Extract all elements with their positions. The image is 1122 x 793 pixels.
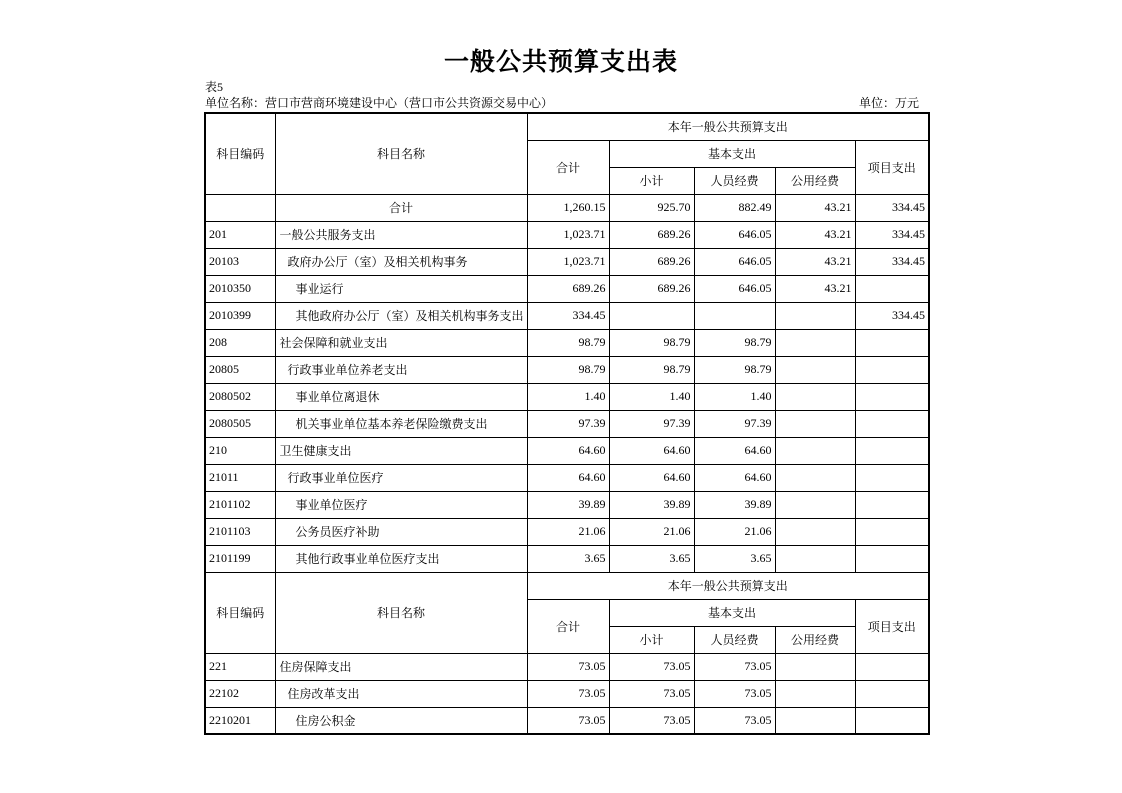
cell-total: 73.05 (527, 707, 609, 734)
header-subject-code: 科目编码 (205, 572, 275, 653)
cell-project (855, 653, 929, 680)
cell-subject-name: 公务员医疗补助 (275, 518, 527, 545)
cell-personnel: 1.40 (694, 383, 775, 410)
cell-subject-name: 事业单位离退休 (275, 383, 527, 410)
cell-project (855, 329, 929, 356)
cell-public-funds: 43.21 (775, 248, 855, 275)
cell-personnel (694, 302, 775, 329)
table-row (205, 410, 929, 437)
cell-subtotal (609, 302, 694, 329)
header-row-1 (205, 572, 929, 599)
cell-project (855, 464, 929, 491)
budget-table (204, 112, 930, 735)
cell-project (855, 275, 929, 302)
table-row (205, 194, 929, 221)
cell-total: 334.45 (527, 302, 609, 329)
cell-total: 21.06 (527, 518, 609, 545)
cell-project: 334.45 (855, 248, 929, 275)
header-subject-code: 科目编码 (205, 113, 275, 194)
cell-total: 1.40 (527, 383, 609, 410)
cell-subject-code: 2101102 (205, 491, 275, 518)
cell-public-funds: 43.21 (775, 221, 855, 248)
table-row (205, 221, 929, 248)
unit-label: 单位：万元 (858, 96, 919, 110)
cell-subject-code: 20805 (205, 356, 275, 383)
header-subtotal: 小计 (609, 626, 694, 653)
cell-project: 334.45 (855, 302, 929, 329)
header-subject-name: 科目名称 (275, 113, 527, 194)
cell-public-funds (775, 518, 855, 545)
cell-total: 98.79 (527, 356, 609, 383)
cell-public-funds (775, 383, 855, 410)
cell-public-funds (775, 410, 855, 437)
cell-project (855, 518, 929, 545)
table-row (205, 437, 929, 464)
cell-total: 98.79 (527, 329, 609, 356)
table-row (205, 464, 929, 491)
header-basic-group: 基本支出 (609, 599, 855, 626)
cell-subtotal: 39.89 (609, 491, 694, 518)
cell-project: 334.45 (855, 221, 929, 248)
cell-public-funds (775, 653, 855, 680)
cell-total: 1,023.71 (527, 221, 609, 248)
cell-subtotal: 64.60 (609, 437, 694, 464)
cell-project (855, 680, 929, 707)
cell-project (855, 356, 929, 383)
cell-subject-name: 住房公积金 (275, 707, 527, 734)
cell-personnel: 98.79 (694, 356, 775, 383)
cell-public-funds (775, 302, 855, 329)
cell-total: 73.05 (527, 680, 609, 707)
cell-subtotal: 689.26 (609, 275, 694, 302)
header-personnel: 人员经费 (694, 167, 775, 194)
table-row (205, 707, 929, 734)
meta-line (205, 94, 919, 111)
cell-personnel: 882.49 (694, 194, 775, 221)
table-row (205, 356, 929, 383)
cell-subtotal: 98.79 (609, 329, 694, 356)
cell-subtotal: 98.79 (609, 356, 694, 383)
cell-subject-code: 221 (205, 653, 275, 680)
cell-subject-name: 事业运行 (275, 275, 527, 302)
unit-name-text: 单位名称：营口市营商环境建设中心（营口市公共资源交易中心） (205, 96, 554, 110)
cell-personnel: 646.05 (694, 221, 775, 248)
cell-personnel: 646.05 (694, 248, 775, 275)
table-row (205, 653, 929, 680)
header-total: 合计 (527, 140, 609, 194)
cell-subject-name: 一般公共服务支出 (275, 221, 527, 248)
cell-subject-code: 22102 (205, 680, 275, 707)
cell-subject-name: 住房保障支出 (275, 653, 527, 680)
cell-public-funds (775, 707, 855, 734)
header-subject-name: 科目名称 (275, 572, 527, 653)
cell-project (855, 437, 929, 464)
table-row (205, 383, 929, 410)
cell-public-funds (775, 464, 855, 491)
cell-subject-name: 卫生健康支出 (275, 437, 527, 464)
cell-subject-code: 201 (205, 221, 275, 248)
cell-subject-code: 208 (205, 329, 275, 356)
cell-public-funds (775, 491, 855, 518)
header-year-group: 本年一般公共预算支出 (527, 572, 929, 599)
header-project: 项目支出 (855, 599, 929, 653)
table-row (205, 329, 929, 356)
cell-personnel: 3.65 (694, 545, 775, 572)
cell-subject-code: 2080502 (205, 383, 275, 410)
table-row (205, 518, 929, 545)
table-row (205, 302, 929, 329)
cell-total: 39.89 (527, 491, 609, 518)
cell-subject-code: 21011 (205, 464, 275, 491)
header-public-funds: 公用经费 (775, 167, 855, 194)
cell-subject-code: 2010399 (205, 302, 275, 329)
cell-subject-code: 210 (205, 437, 275, 464)
header-row-1 (205, 113, 929, 140)
cell-subtotal: 1.40 (609, 383, 694, 410)
cell-project (855, 491, 929, 518)
cell-project (855, 707, 929, 734)
cell-subject-name: 政府办公厅（室）及相关机构事务 (275, 248, 527, 275)
cell-subject-name: 事业单位医疗 (275, 491, 527, 518)
cell-personnel: 98.79 (694, 329, 775, 356)
cell-personnel: 73.05 (694, 680, 775, 707)
cell-subject-name: 其他政府办公厅（室）及相关机构事务支出 (275, 302, 527, 329)
cell-public-funds (775, 437, 855, 464)
cell-public-funds (775, 356, 855, 383)
cell-public-funds (775, 329, 855, 356)
cell-personnel: 73.05 (694, 653, 775, 680)
header-total: 合计 (527, 599, 609, 653)
cell-subject-code: 2210201 (205, 707, 275, 734)
cell-personnel: 646.05 (694, 275, 775, 302)
cell-subtotal: 97.39 (609, 410, 694, 437)
cell-subject-code: 2101103 (205, 518, 275, 545)
table-row (205, 491, 929, 518)
header-project: 项目支出 (855, 140, 929, 194)
cell-project: 334.45 (855, 194, 929, 221)
cell-subject-code: 2010350 (205, 275, 275, 302)
cell-subtotal: 21.06 (609, 518, 694, 545)
cell-total: 3.65 (527, 545, 609, 572)
cell-personnel: 39.89 (694, 491, 775, 518)
cell-personnel: 97.39 (694, 410, 775, 437)
cell-subject-name: 其他行政事业单位医疗支出 (275, 545, 527, 572)
cell-subtotal: 689.26 (609, 221, 694, 248)
header-public-funds: 公用经费 (775, 626, 855, 653)
cell-total: 1,023.71 (527, 248, 609, 275)
table-number-label: 表5 (205, 80, 224, 94)
cell-subject-code: 20103 (205, 248, 275, 275)
cell-subtotal: 3.65 (609, 545, 694, 572)
cell-subject-name: 行政事业单位养老支出 (275, 356, 527, 383)
cell-total: 64.60 (527, 437, 609, 464)
cell-personnel: 21.06 (694, 518, 775, 545)
cell-personnel: 64.60 (694, 437, 775, 464)
header-subtotal: 小计 (609, 167, 694, 194)
cell-total: 73.05 (527, 653, 609, 680)
header-personnel: 人员经费 (694, 626, 775, 653)
cell-public-funds (775, 680, 855, 707)
table-row (205, 545, 929, 572)
cell-total: 1,260.15 (527, 194, 609, 221)
header-year-group: 本年一般公共预算支出 (527, 113, 929, 140)
cell-subject-code: 2080505 (205, 410, 275, 437)
table-row (205, 248, 929, 275)
cell-subtotal: 73.05 (609, 680, 694, 707)
cell-subtotal: 73.05 (609, 653, 694, 680)
cell-project (855, 410, 929, 437)
cell-public-funds: 43.21 (775, 194, 855, 221)
cell-subtotal: 925.70 (609, 194, 694, 221)
budget-table-body (205, 113, 929, 734)
cell-total: 689.26 (527, 275, 609, 302)
header-basic-group: 基本支出 (609, 140, 855, 167)
cell-subject-code: 2101199 (205, 545, 275, 572)
cell-public-funds: 43.21 (775, 275, 855, 302)
cell-project (855, 383, 929, 410)
cell-subject-name: 机关事业单位基本养老保险缴费支出 (275, 410, 527, 437)
cell-subject-name: 行政事业单位医疗 (275, 464, 527, 491)
cell-subject-code (205, 194, 275, 221)
cell-subject-name: 住房改革支出 (275, 680, 527, 707)
cell-project (855, 545, 929, 572)
cell-subtotal: 64.60 (609, 464, 694, 491)
cell-subtotal: 73.05 (609, 707, 694, 734)
table-row (205, 680, 929, 707)
table-row (205, 275, 929, 302)
cell-public-funds (775, 545, 855, 572)
cell-personnel: 64.60 (694, 464, 775, 491)
cell-subject-name: 社会保障和就业支出 (275, 329, 527, 356)
cell-total: 97.39 (527, 410, 609, 437)
page-title: 一般公共预算支出表 (443, 48, 678, 76)
cell-subtotal: 689.26 (609, 248, 694, 275)
cell-total: 64.60 (527, 464, 609, 491)
cell-subject-name: 合计 (275, 194, 527, 221)
cell-personnel: 73.05 (694, 707, 775, 734)
